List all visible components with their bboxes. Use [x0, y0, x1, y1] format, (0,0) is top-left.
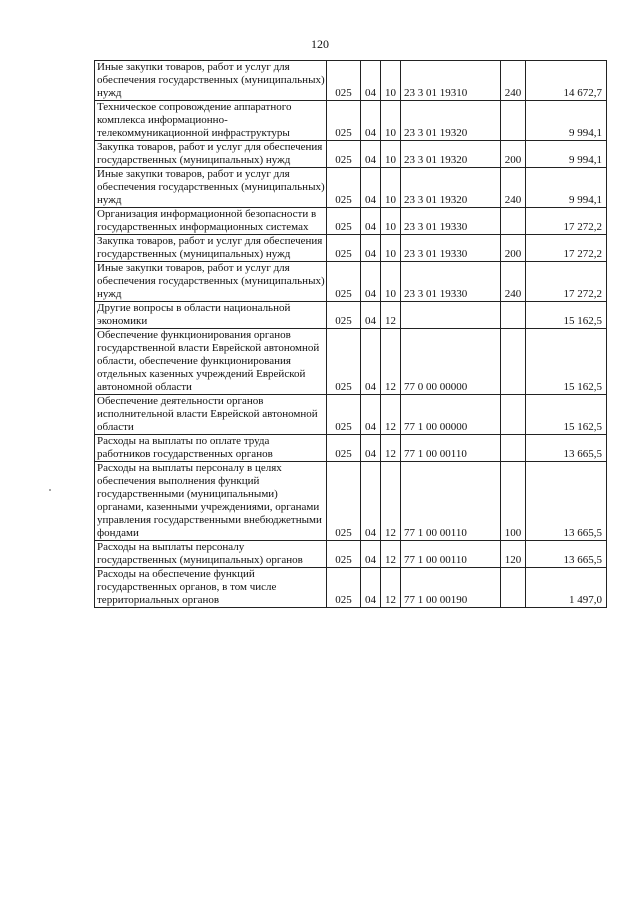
amount: 17 272,2: [526, 235, 607, 262]
ministry-code: 025: [327, 329, 361, 395]
target-article-code: 23 3 01 19320: [401, 101, 501, 141]
target-article-code: 77 1 00 00110: [401, 541, 501, 568]
row-name: Техническое сопровождение аппаратного комплекса информационно-телекоммуникационной инфраструктуры: [95, 101, 327, 141]
expense-type-code: 200: [501, 235, 526, 262]
ministry-code: 025: [327, 235, 361, 262]
target-article-code: 77 1 00 00110: [401, 462, 501, 541]
amount: 13 665,5: [526, 435, 607, 462]
section-code: 04: [361, 395, 381, 435]
amount: 1 497,0: [526, 568, 607, 608]
target-article-code: 23 3 01 19330: [401, 208, 501, 235]
subsection-code: 12: [381, 462, 401, 541]
subsection-code: 10: [381, 101, 401, 141]
ministry-code: 025: [327, 61, 361, 101]
table-row: [95, 568, 607, 608]
section-code: 04: [361, 435, 381, 462]
row-name: Расходы на выплаты персоналу государственных (муниципальных) органов: [95, 541, 327, 568]
target-article-code: [401, 302, 501, 329]
table-row: [95, 208, 607, 235]
section-code: 04: [361, 168, 381, 208]
amount: 13 665,5: [526, 541, 607, 568]
amount: 13 665,5: [526, 462, 607, 541]
expense-type-code: 100: [501, 462, 526, 541]
section-code: 04: [361, 208, 381, 235]
section-code: 04: [361, 141, 381, 168]
section-code: 04: [361, 568, 381, 608]
ministry-code: 025: [327, 208, 361, 235]
subsection-code: 10: [381, 141, 401, 168]
row-name: Организация информационной безопасности в государственных информационных системах: [95, 208, 327, 235]
subsection-code: 10: [381, 168, 401, 208]
section-code: 04: [361, 61, 381, 101]
ministry-code: 025: [327, 101, 361, 141]
scan-dot-mark: [49, 489, 51, 491]
budget-table: [94, 60, 607, 608]
subsection-code: 10: [381, 262, 401, 302]
subsection-code: 12: [381, 541, 401, 568]
expense-type-code: [501, 395, 526, 435]
target-article-code: 23 3 01 19320: [401, 168, 501, 208]
table-row: [95, 101, 607, 141]
subsection-code: 12: [381, 329, 401, 395]
row-name: Расходы на обеспечение функций государственных органов, в том числе территориальных органов: [95, 568, 327, 608]
table-row: [95, 141, 607, 168]
row-name: Обеспечение деятельности органов исполнительной власти Еврейской автономной области: [95, 395, 327, 435]
ministry-code: 025: [327, 262, 361, 302]
section-code: 04: [361, 302, 381, 329]
row-name: Расходы на выплаты персоналу в целях обеспечения выполнения функций государственными (муниципальными) органами, казенными учреждениями, органами управления государственными внебюджетными фондами: [95, 462, 327, 541]
row-name: Обеспечение функционирования органов государственной власти Еврейской автономной области, обеспечение функционирования отдельных казенных учреждений Еврейской автономной области: [95, 329, 327, 395]
amount: 15 162,5: [526, 395, 607, 435]
subsection-code: 12: [381, 568, 401, 608]
target-article-code: 23 3 01 19330: [401, 262, 501, 302]
amount: 15 162,5: [526, 302, 607, 329]
subsection-code: 10: [381, 61, 401, 101]
section-code: 04: [361, 541, 381, 568]
ministry-code: 025: [327, 462, 361, 541]
ministry-code: 025: [327, 395, 361, 435]
expense-type-code: [501, 568, 526, 608]
section-code: 04: [361, 101, 381, 141]
section-code: 04: [361, 262, 381, 302]
target-article-code: 23 3 01 19320: [401, 141, 501, 168]
amount: 14 672,7: [526, 61, 607, 101]
target-article-code: 77 1 00 00110: [401, 435, 501, 462]
section-code: 04: [361, 329, 381, 395]
table-row: [95, 435, 607, 462]
table-row: [95, 462, 607, 541]
subsection-code: 12: [381, 395, 401, 435]
expense-type-code: [501, 101, 526, 141]
subsection-code: 10: [381, 235, 401, 262]
target-article-code: 77 1 00 00190: [401, 568, 501, 608]
table-row: [95, 61, 607, 101]
row-name: Иные закупки товаров, работ и услуг для обеспечения государственных (муниципальных) нужд: [95, 262, 327, 302]
section-code: 04: [361, 462, 381, 541]
subsection-code: 12: [381, 302, 401, 329]
expense-type-code: 240: [501, 61, 526, 101]
ministry-code: 025: [327, 541, 361, 568]
row-name: Другие вопросы в области национальной экономики: [95, 302, 327, 329]
amount: 9 994,1: [526, 168, 607, 208]
ministry-code: 025: [327, 141, 361, 168]
expense-type-code: 240: [501, 168, 526, 208]
table-row: [95, 302, 607, 329]
ministry-code: 025: [327, 568, 361, 608]
amount: 9 994,1: [526, 101, 607, 141]
target-article-code: 23 3 01 19330: [401, 235, 501, 262]
budget-table-body: [95, 61, 607, 608]
row-name: Закупка товаров, работ и услуг для обеспечения государственных (муниципальных) нужд: [95, 235, 327, 262]
ministry-code: 025: [327, 168, 361, 208]
section-code: 04: [361, 235, 381, 262]
amount: 9 994,1: [526, 141, 607, 168]
row-name: Расходы на выплаты по оплате труда работников государственных органов: [95, 435, 327, 462]
page-number: 120: [311, 37, 329, 51]
row-name: Иные закупки товаров, работ и услуг для обеспечения государственных (муниципальных) нужд: [95, 168, 327, 208]
subsection-code: 12: [381, 435, 401, 462]
target-article-code: 23 3 01 19310: [401, 61, 501, 101]
table-row: [95, 329, 607, 395]
target-article-code: 77 0 00 00000: [401, 329, 501, 395]
target-article-code: 77 1 00 00000: [401, 395, 501, 435]
amount: 17 272,2: [526, 262, 607, 302]
expense-type-code: [501, 329, 526, 395]
table-row: [95, 235, 607, 262]
amount: 15 162,5: [526, 329, 607, 395]
expense-type-code: [501, 435, 526, 462]
table-row: [95, 395, 607, 435]
expense-type-code: [501, 208, 526, 235]
subsection-code: 10: [381, 208, 401, 235]
row-name: Закупка товаров, работ и услуг для обеспечения государственных (муниципальных) нужд: [95, 141, 327, 168]
expense-type-code: 200: [501, 141, 526, 168]
expense-type-code: [501, 302, 526, 329]
table-row: [95, 262, 607, 302]
expense-type-code: 240: [501, 262, 526, 302]
table-row: [95, 541, 607, 568]
ministry-code: 025: [327, 435, 361, 462]
expense-type-code: 120: [501, 541, 526, 568]
amount: 17 272,2: [526, 208, 607, 235]
row-name: Иные закупки товаров, работ и услуг для обеспечения государственных (муниципальных) нужд: [95, 61, 327, 101]
ministry-code: 025: [327, 302, 361, 329]
table-row: [95, 168, 607, 208]
